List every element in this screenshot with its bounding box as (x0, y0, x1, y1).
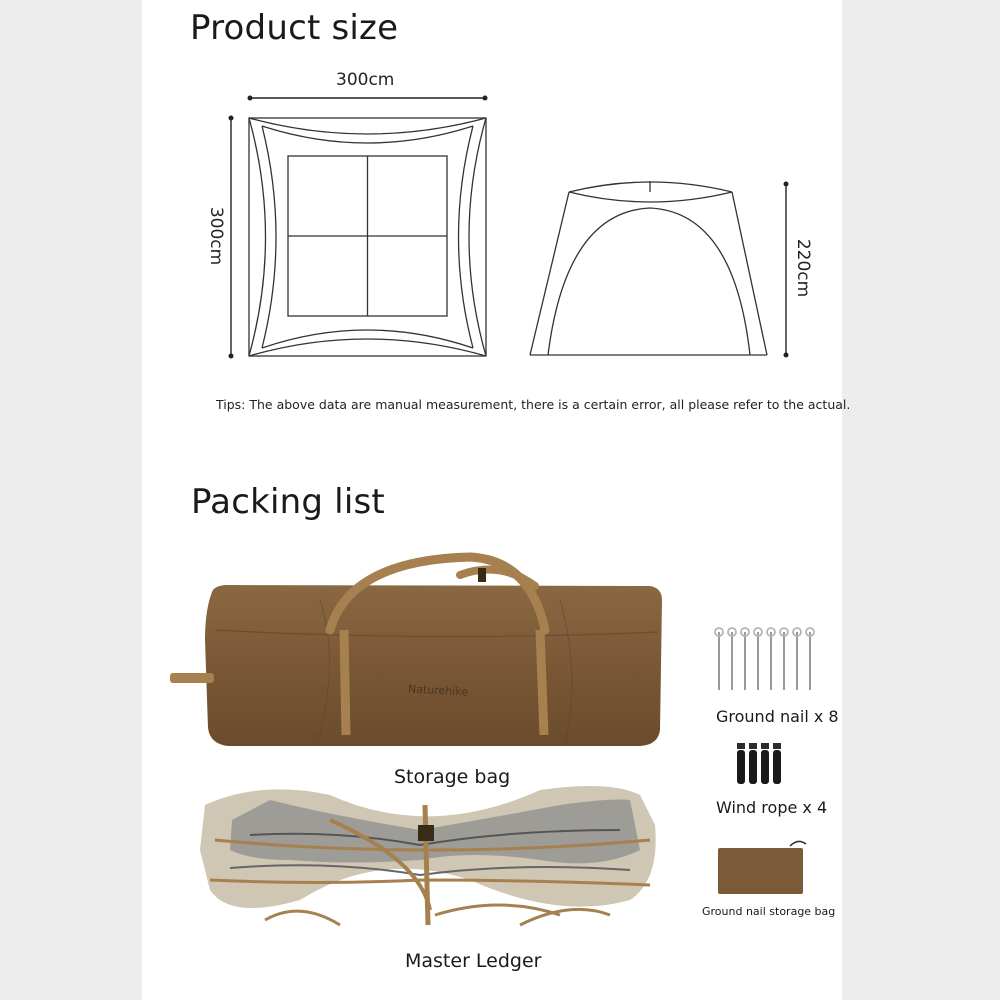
master-ledger-label: Master Ledger (405, 950, 542, 972)
product-size-title: Product size (190, 8, 399, 48)
wind-rope-label: Wind rope x 4 (716, 798, 828, 817)
width-label: 300cm (336, 70, 395, 90)
ground-nail-label: Ground nail x 8 (716, 707, 839, 726)
height-label: 220cm (793, 238, 813, 298)
ground-nail-bag-label: Ground nail storage bag (702, 905, 836, 918)
depth-label: 300cm (206, 206, 226, 266)
brand-logo: Naturehike (407, 682, 469, 699)
packing-list-title: Packing list (191, 482, 385, 522)
measurement-tips: Tips: The above data are manual measurement, there is a certain error, all please refer to the actual. (216, 397, 851, 412)
storage-bag-label: Storage bag (394, 766, 511, 788)
